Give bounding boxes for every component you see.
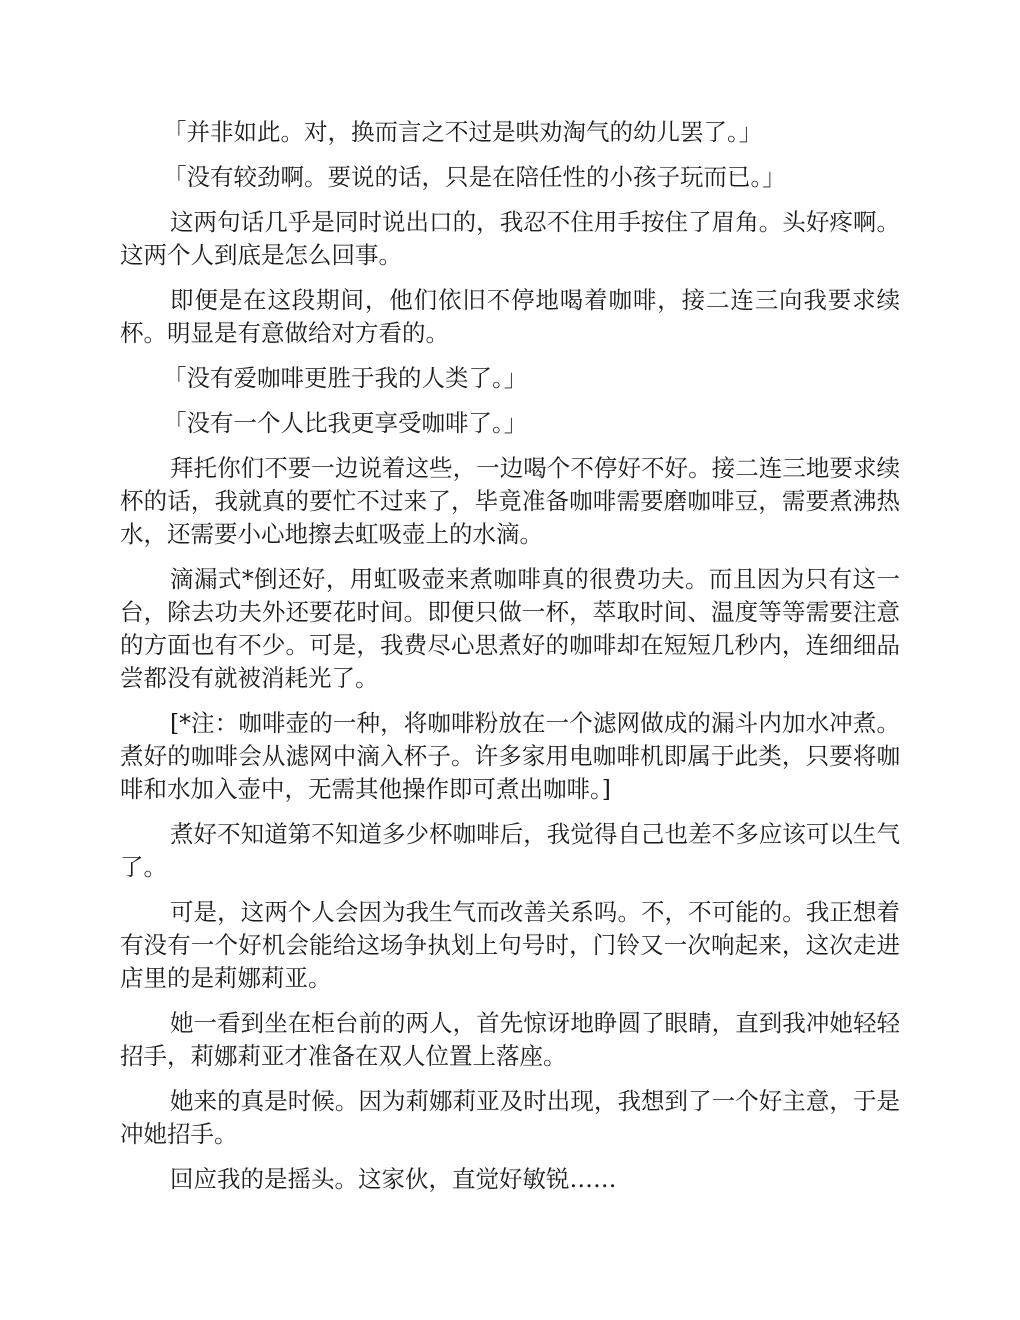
dialogue-paragraph: 「并非如此。对，换而言之不过是哄劝淘气的幼儿罢了。」 [163, 118, 763, 146]
narration-paragraph: 可是，这两个人会因为我生气而改善关系吗。不，不可能的。我正想着有没有一个好机会能给这场争执划上句号时，门铃又一次响起来，这次走进店里的是莉娜莉亚。 [120, 898, 900, 992]
footnote-paragraph: [*注：咖啡壶的一种，将咖啡粉放在一个滤网做成的漏斗内加水冲煮。煮好的咖啡会从滤网中滴入杯子。许多家用电咖啡机即属于此类，只要将咖啡和水加入壶中，无需其他操作即可煮出咖啡。] [120, 709, 900, 803]
dialogue-paragraph: 「没有较劲啊。要说的话，只是在陪任性的小孩子玩而已。」 [163, 163, 786, 191]
narration-paragraph: 拜托你们不要一边说着这些，一边喝个不停好不好。接二连三地要求续杯的话，我就真的要忙不过来了，毕竟准备咖啡需要磨咖啡豆，需要煮沸热水，还需要小心地擦去虹吸壶上的水滴。 [120, 454, 900, 548]
narration-paragraph: 这两句话几乎是同时说出口的，我忍不住用手按住了眉角。头好疼啊。这两个人到底是怎么回事。 [120, 208, 900, 269]
narration-paragraph: 她一看到坐在柜台前的两人，首先惊讶地睁圆了眼睛，直到我冲她轻轻招手，莉娜莉亚才准备在双人位置上落座。 [120, 1009, 900, 1070]
narration-paragraph: 煮好不知道第不知道多少杯咖啡后，我觉得自己也差不多应该可以生气了。 [120, 820, 900, 881]
narration-paragraph: 即便是在这段期间，他们依旧不停地喝着咖啡，接二连三向我要求续杯。明显是有意做给对方看的。 [120, 286, 900, 347]
body-text [120, 116, 900, 1208]
narration-paragraph: 回应我的是摇头。这家伙，直觉好敏锐…… [170, 1165, 617, 1193]
dialogue-paragraph: 「没有爱咖啡更胜于我的人类了。」 [163, 364, 528, 392]
narration-paragraph: 她来的真是时候。因为莉娜莉亚及时出现，我想到了一个好主意，于是冲她招手。 [120, 1087, 900, 1148]
narration-paragraph: 滴漏式*倒还好，用虹吸壶来煮咖啡真的很费功夫。而且因为只有这一台，除去功夫外还要花时间。即便只做一杯，萃取时间、温度等等需要注意的方面也有不少。可是，我费尽心思煮好的咖啡却在短短几秒内，连细细品尝都没有就被消耗光了。 [120, 565, 900, 692]
dialogue-paragraph: 「没有一个人比我更享受咖啡了。」 [163, 409, 528, 437]
